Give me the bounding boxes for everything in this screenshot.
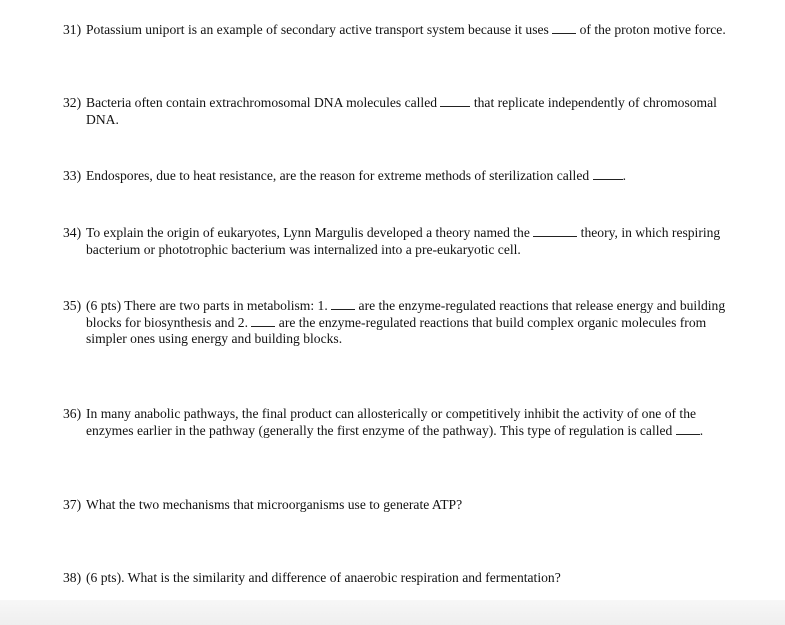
question-number: 31): [63, 22, 82, 37]
page-bottom-edge: [0, 600, 785, 625]
question-text: Potassium uniport is an example of secondary active transport system because it uses of the proton motive force.: [86, 22, 726, 37]
question-number: 32): [63, 95, 82, 110]
question-number: 34): [63, 225, 82, 240]
answer-blank[interactable]: [440, 95, 470, 107]
question-text: Endospores, due to heat resistance, are the reason for extreme methods of sterilization called .: [86, 168, 626, 183]
answer-blank-1[interactable]: [331, 298, 355, 310]
answer-blank[interactable]: [533, 225, 577, 237]
question-number: 35): [63, 298, 82, 313]
question-text: Bacteria often contain extrachromosomal DNA molecules called that replicate independently of chromosomal DNA.: [86, 95, 717, 127]
question-text: To explain the origin of eukaryotes, Lynn Margulis developed a theory named the theory, in which respiring bacterium or phototrophic bacterium was internalized into a pre-eukaryotic cell.: [86, 225, 721, 257]
question-text: What the two mechanisms that microorganisms use to generate ATP?: [86, 497, 463, 512]
question-number: 38): [63, 570, 82, 585]
answer-blank[interactable]: [593, 168, 623, 180]
question-35: [63, 298, 735, 348]
question-31: [63, 22, 735, 39]
answer-blank[interactable]: [552, 22, 576, 34]
question-number: 33): [63, 168, 82, 183]
question-34: [63, 225, 735, 258]
question-number: 37): [63, 497, 82, 512]
question-text: (6 pts). What is the similarity and difference of anaerobic respiration and fermentation?: [86, 570, 561, 585]
question-33: [63, 168, 735, 185]
question-38: [63, 570, 735, 587]
answer-blank-2[interactable]: [251, 315, 275, 327]
answer-blank[interactable]: [676, 423, 700, 435]
question-37: [63, 497, 735, 514]
question-32: [63, 95, 735, 128]
question-text: In many anabolic pathways, the final product can allosterically or competitively inhibit the activity of one of the enzymes earlier in the pathway (generally the first enzyme of the pathway). This type of regulation is called .: [86, 406, 704, 438]
question-number: 36): [63, 406, 82, 421]
question-text: (6 pts) There are two parts in metabolism: 1. are the enzyme-regulated reactions that release energy and building blocks for biosynthesis and 2. are the enzyme-regulated reactions that build complex organic molecules from simpler ones using energy and building blocks.: [86, 298, 726, 346]
question-36: [63, 406, 735, 439]
